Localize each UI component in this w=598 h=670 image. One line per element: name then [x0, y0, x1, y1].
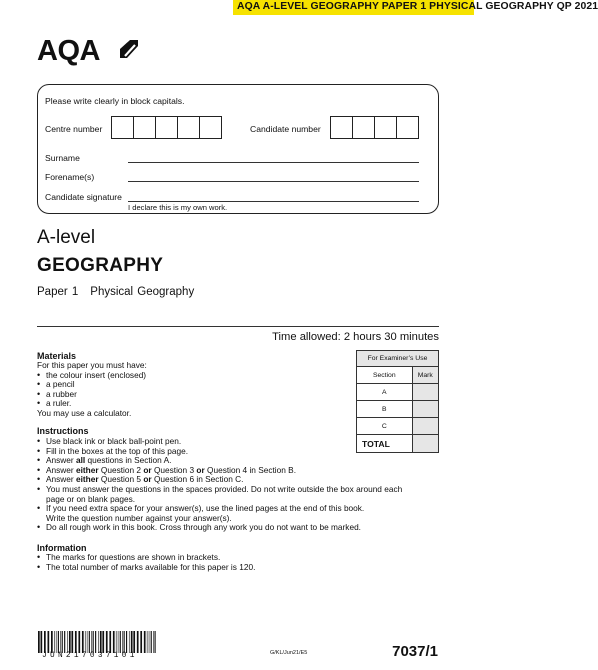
barcode-bar [95, 631, 96, 653]
instruction-text: Answer [46, 455, 76, 466]
barcode-bar [116, 631, 117, 653]
barcode-bar [93, 631, 94, 653]
mark-cell [412, 384, 438, 401]
centre-number-box[interactable] [177, 116, 200, 139]
centre-number-box[interactable] [111, 116, 134, 139]
information-item: • The total number of marks available for this paper is 120. [37, 563, 255, 573]
information-heading: Information [37, 543, 87, 553]
candidate-number-label: Candidate number [250, 124, 321, 134]
title-banner [233, 0, 598, 15]
barcode-bar [82, 631, 84, 653]
candidate-number-boxes[interactable] [330, 116, 418, 139]
barcode-bar [87, 631, 88, 653]
materials-outro: You may use a calculator. [37, 407, 132, 418]
materials-item: • the colour insert (enclosed) [37, 371, 147, 381]
total-label: TOTAL [357, 435, 413, 453]
form-instruction: Please write clearly in block capitals. [45, 96, 185, 106]
instruction-text: Question 3 [151, 464, 197, 475]
instruction-text: Answer [46, 474, 76, 485]
barcode-bar [51, 631, 53, 653]
information-item: • The marks for questions are shown in brackets. [37, 553, 255, 563]
barcode-bar [89, 631, 90, 653]
candidate-number-box[interactable] [374, 116, 397, 139]
barcode-bar [64, 631, 65, 653]
subject-title: GEOGRAPHY [37, 255, 164, 276]
signature-field[interactable] [128, 201, 419, 202]
centre-number-boxes[interactable] [111, 116, 221, 139]
paper-code: 7037/1 [392, 643, 438, 660]
barcode-bar [85, 631, 86, 653]
instruction-text: Question 4 in Section B. [204, 464, 297, 475]
barcode-bar [113, 631, 115, 653]
section-c-cell: C [357, 418, 413, 435]
barcode-bar [126, 631, 127, 653]
section-a-cell: A [357, 384, 413, 401]
information-list [37, 553, 255, 572]
instruction-text: questions in Section A. [85, 455, 172, 466]
instruction-item [37, 485, 402, 495]
barcode-bar [100, 631, 102, 653]
instruction-emphasis: either [75, 464, 99, 475]
barcode-bar [149, 631, 150, 653]
instruction-text: Do all rough work in this book. Cross through any work you do not want to be marked. [46, 522, 361, 533]
barcode-bar [71, 631, 73, 653]
materials-heading: Materials [37, 351, 77, 361]
forenames-field[interactable] [128, 181, 419, 182]
instruction-text: Question 5 [98, 474, 144, 485]
surname-field[interactable] [128, 162, 419, 163]
barcode-bar [106, 631, 108, 653]
forenames-label: Forename(s) [45, 172, 95, 182]
instruction-continuation: Write the question number against your answer(s). [46, 512, 232, 523]
instruction-text: Question 6 in Section C. [151, 474, 244, 485]
materials-item: • a pencil [37, 380, 147, 390]
candidate-details-form [37, 84, 439, 214]
barcode-bar [118, 631, 119, 653]
barcode-bar [151, 631, 152, 653]
barcode-bar [147, 631, 148, 653]
candidate-number-box[interactable] [352, 116, 375, 139]
barcode-bar [144, 631, 146, 653]
time-allowed: Time allowed: 2 hours 30 minutes [272, 331, 439, 343]
instruction-continuation: page or on blank pages. [46, 493, 136, 504]
aqa-swoosh-icon [118, 38, 140, 60]
instructions-heading: Instructions [37, 426, 89, 436]
barcode-bar [109, 631, 111, 653]
divider [37, 326, 439, 327]
materials-item: • a rubber [37, 390, 147, 400]
materials-intro: For this paper you must have: [37, 360, 147, 370]
barcode-bar [120, 631, 121, 653]
instruction-emphasis: all [75, 455, 86, 466]
barcode-bar [41, 631, 43, 653]
section-column-header: Section [357, 367, 413, 384]
barcode-bar [140, 631, 142, 653]
barcode-bar [48, 631, 50, 653]
barcode-bar [67, 631, 68, 653]
barcode-bar [129, 631, 130, 653]
instruction-text: If you need extra space for your answer(s), use the lined pages at the end of this book. [46, 503, 365, 514]
instruction-item [37, 523, 402, 533]
barcode-bar [153, 631, 154, 653]
surname-label: Surname [45, 153, 80, 163]
materials-item: • a ruler. [37, 399, 147, 409]
mark-cell [412, 401, 438, 418]
instruction-text: Fill in the boxes at the top of this page. [46, 445, 189, 456]
banner-text: AQA A-LEVEL GEOGRAPHY PAPER 1 PHYSICAL GEOGRAPHY QP 2021 [237, 1, 598, 12]
barcode-bar [91, 631, 92, 653]
signature-label: Candidate signature [45, 192, 122, 202]
barcode-bar [122, 631, 123, 653]
barcode-bar [60, 631, 61, 653]
paper-title [37, 286, 194, 298]
qualification-level: A-level [37, 227, 96, 248]
examiner-table-title: For Examiner’s Use [357, 351, 439, 367]
barcode-bar [131, 631, 133, 653]
barcode-bar [155, 631, 156, 653]
barcode-text: JUN217037101 [42, 652, 138, 660]
instruction-text: Answer [46, 464, 76, 475]
materials-list [37, 361, 147, 419]
paper-number: Paper 1 [37, 286, 79, 298]
candidate-number-box[interactable] [396, 116, 419, 139]
barcode [37, 631, 157, 653]
instruction-text: You must answer the questions in the spaces provided. Do not write outside the box around each [46, 483, 403, 494]
candidate-number-box[interactable] [330, 116, 353, 139]
barcode-bar [78, 631, 80, 653]
logo-text: AQA [37, 35, 100, 67]
centre-number-box[interactable] [133, 116, 156, 139]
mark-cell [412, 418, 438, 435]
barcode-bar [44, 631, 46, 653]
declaration-text: I declare this is my own work. [128, 203, 228, 212]
instruction-emphasis: either [75, 474, 99, 485]
centre-number-box[interactable] [199, 116, 222, 139]
barcode-bar [98, 631, 99, 653]
instruction-text: Use black ink or black ball-point pen. [46, 436, 182, 446]
mark-column-header: Mark [412, 367, 438, 384]
barcode-bar [58, 631, 59, 653]
barcode-bar [38, 631, 40, 653]
total-mark-cell [412, 435, 438, 453]
barcode-bar [133, 631, 135, 653]
document-reference: G/KL/Jun21/E5 [270, 650, 308, 656]
barcode-bar [102, 631, 104, 653]
aqa-logo [37, 36, 100, 66]
instruction-emphasis: or [143, 474, 152, 485]
barcode-bar [69, 631, 71, 653]
barcode-bar [56, 631, 57, 653]
centre-number-box[interactable] [155, 116, 178, 139]
paper-name: Physical Geography [90, 286, 195, 298]
barcode-bar [124, 631, 125, 653]
barcode-bar [62, 631, 63, 653]
instructions-list [37, 437, 402, 533]
barcode-bar [75, 631, 77, 653]
instruction-text: Question 2 [98, 464, 144, 475]
instruction-emphasis: or [196, 464, 205, 475]
section-b-cell: B [357, 401, 413, 418]
instruction-item [37, 504, 402, 514]
centre-number-label: Centre number [45, 124, 103, 134]
instruction-emphasis: or [143, 464, 152, 475]
barcode-bar [137, 631, 139, 653]
barcode-bar [54, 631, 55, 653]
